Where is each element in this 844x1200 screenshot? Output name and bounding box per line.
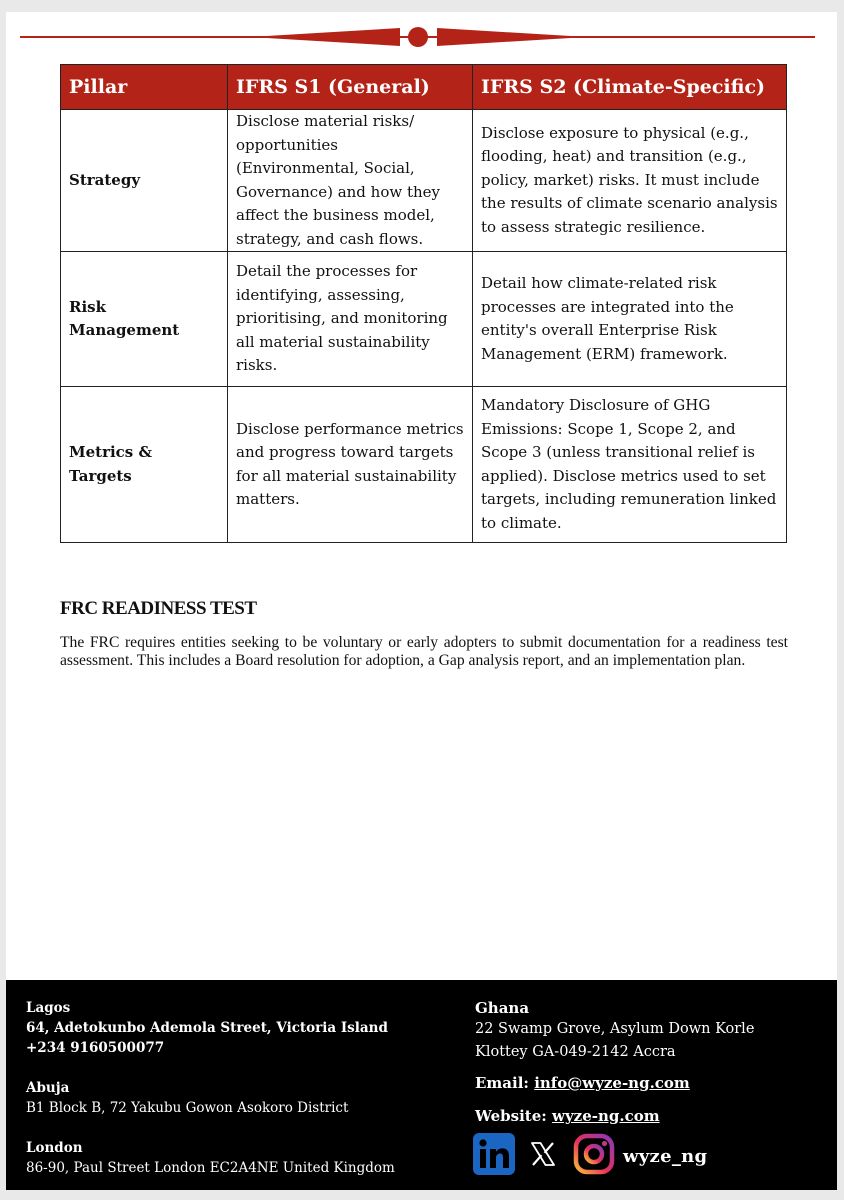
london-city: London [26,1140,83,1156]
abuja-office [26,1078,348,1118]
instagram-icon[interactable] [573,1133,615,1179]
table-row [61,252,787,387]
abuja-address: B1 Block B, 72 Yakubu Gowon Asokoro District [26,1100,349,1116]
pillar-cell: Risk Management [61,252,228,387]
header-divider [0,0,844,60]
ghana-address-line1: 22 Swamp Grove, Asylum Down Korle [475,1021,755,1037]
ghana-office [475,998,754,1064]
x-icon[interactable] [529,1140,557,1172]
london-address: 86-90, Paul Street London EC2A4NE United Kingdom [26,1160,395,1176]
lagos-office [26,998,388,1058]
ghana-city: Ghana [475,999,530,1017]
social-handle[interactable]: wyze_ng [623,1145,708,1167]
s2-cell: Detail how climate-related risk processes are integrated into the entity's overall Enterprise Risk Management (ERM) framework. [473,252,787,387]
header-pillar: Pillar [61,65,228,110]
pillar-cell: Strategy [61,110,228,252]
footer [6,980,837,1190]
email-line [475,1074,690,1092]
section-body: The FRC requires entities seeking to be voluntary or early adopters to submit documentation for a readiness test assessment. This includes a Board resolution for adoption, a Gap analysis report, and an implementation plan. [60,634,788,669]
section-title: FRC READINESS TEST [60,598,257,619]
pillars-table [60,64,787,543]
s1-cell: Detail the processes for identifying, assessing, prioritising, and monitoring all material sustainability risks. [228,252,473,387]
ghana-address-line2: Klottey GA-049-2142 Accra [475,1044,676,1060]
linkedin-icon[interactable] [473,1133,515,1179]
s1-cell: Disclose material risks/ opportunities (Environmental, Social, Governance) and how they affect the business model, strategy, and cash flows. [228,110,473,252]
lagos-city: Lagos [26,1000,71,1016]
abuja-city: Abuja [26,1080,70,1096]
s2-cell: Disclose exposure to physical (e.g., flooding, heat) and transition (e.g., policy, market) risks. It must include the results of climate scenario analysis to assess strategic resilience. [473,110,787,252]
lagos-phone[interactable]: +234 9160500077 [26,1040,165,1056]
social-links [473,1133,707,1179]
lagos-address: 64, Adetokunbo Ademola Street, Victoria Island [26,1020,388,1036]
table-row [61,110,787,252]
email-label: Email: [475,1074,529,1092]
website-line [475,1107,660,1125]
website-label: Website: [475,1107,547,1125]
table-header-row [61,65,787,110]
email-link[interactable]: info@wyze-ng.com [534,1074,690,1092]
table-row [61,387,787,543]
pillar-cell: Metrics & Targets [61,387,228,543]
header-ifrs-s1: IFRS S1 (General) [228,65,473,110]
website-link[interactable]: wyze-ng.com [552,1107,660,1125]
header-ifrs-s2: IFRS S2 (Climate-Specific) [473,65,787,110]
s2-cell: Mandatory Disclosure of GHG Emissions: Scope 1, Scope 2, and Scope 3 (unless transitional relief is applied). Disclose metrics used to set targets, including remuneration linked to climate. [473,387,787,543]
london-office [26,1138,395,1178]
s1-cell: Disclose performance metrics and progress toward targets for all material sustainability matters. [228,387,473,543]
